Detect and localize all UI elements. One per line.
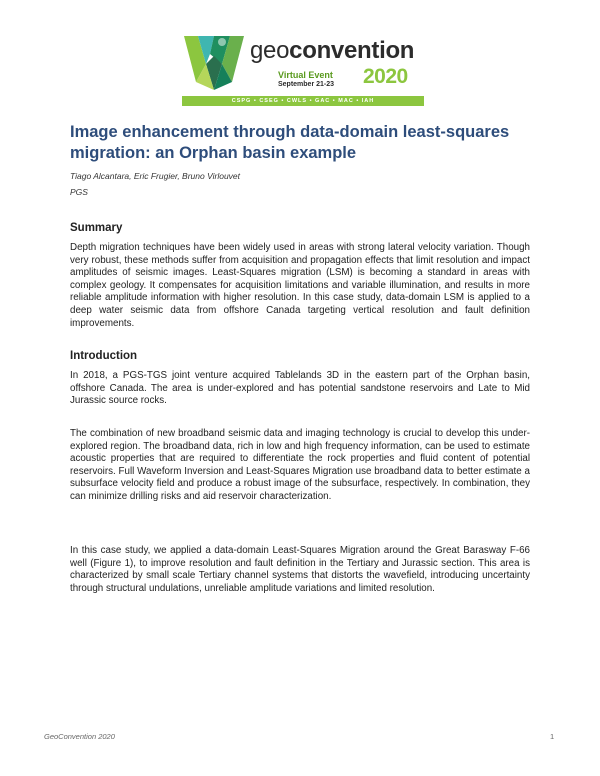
paper-affiliation: PGS	[70, 187, 88, 197]
geoconvention-logo	[178, 34, 428, 114]
introduction-paragraph-1: In 2018, a PGS-TGS joint venture acquired Tablelands 3D in the eastern part of the Orphan basin, offshore Canada. The area is under-explored and has potential sandstone reservoirs and Late to Mid Jurassic source rocks.	[70, 370, 530, 407]
summary-heading: Summary	[70, 222, 123, 234]
event-info	[278, 70, 334, 90]
logo-wordmark	[250, 39, 414, 63]
paper-title: Image enhancement through data-domain least-squares migration: an Orphan basin example	[70, 123, 510, 162]
paper-authors: Tiago Alcantara, Eric Frugier, Bruno Virlouvet	[70, 171, 241, 181]
page-number: 1	[550, 732, 555, 741]
summary-paragraph: Depth migration techniques have been widely used in areas with strong lateral velocity variation. Though very robust, these methods suffer from acquisition and propagation effects that limit resolution and impact amplitudes of seismic images. Least-Squares migration (LSM) is becoming a standard in areas with complex geology. It compensates for acquisition limitations and variable illumination, and results in more reliable amplitude information with higher resolution. In this case study, data-domain LSM is applied to a deep water seismic data from offshore Canada targeting vertical resolution and fault definition improvements.	[70, 242, 530, 329]
logo-word-geo: geo	[250, 37, 290, 64]
footer-conference: GeoConvention 2020	[44, 732, 115, 741]
geoconvention-w-logo-icon	[182, 34, 246, 94]
logo-word-convention: convention	[289, 37, 415, 64]
event-year: 2020	[363, 65, 408, 88]
introduction-paragraph-2: The combination of new broadband seismic data and imaging technology is crucial to develop this under-explored region. The broadband data, rich in low and high frequency information, can be used to estimate acoustic properties that are required to differentiate the rock properties and fluid content of potential reservoirs. Full Waveform Inversion and Least-Squares Migration use broadband data to better estimate a subsurface velocity field and produce a robust image of the subsurface, respectively. In combination, they can minimize drilling risks and aid reservoir characterization.	[70, 428, 530, 502]
introduction-paragraph-3: In this case study, we applied a data-domain Least-Squares Migration around the Great Barasway F-66 well (Figure 1), to improve resolution and fault definition in the Tertiary and Jurassic section. This area is characterized by small scale Tertiary channel systems that distorts the wavefield, introducing uncertainty through structural undulations, unreliable amplitude variations and limited resolution.	[70, 545, 530, 594]
event-type: Virtual Event	[278, 70, 333, 80]
introduction-heading: Introduction	[70, 350, 138, 362]
partners-bar: CSPG • CSEG • CWLS • GAC • MAC • IAH	[182, 96, 424, 106]
event-dates: September 21-23	[278, 81, 335, 88]
